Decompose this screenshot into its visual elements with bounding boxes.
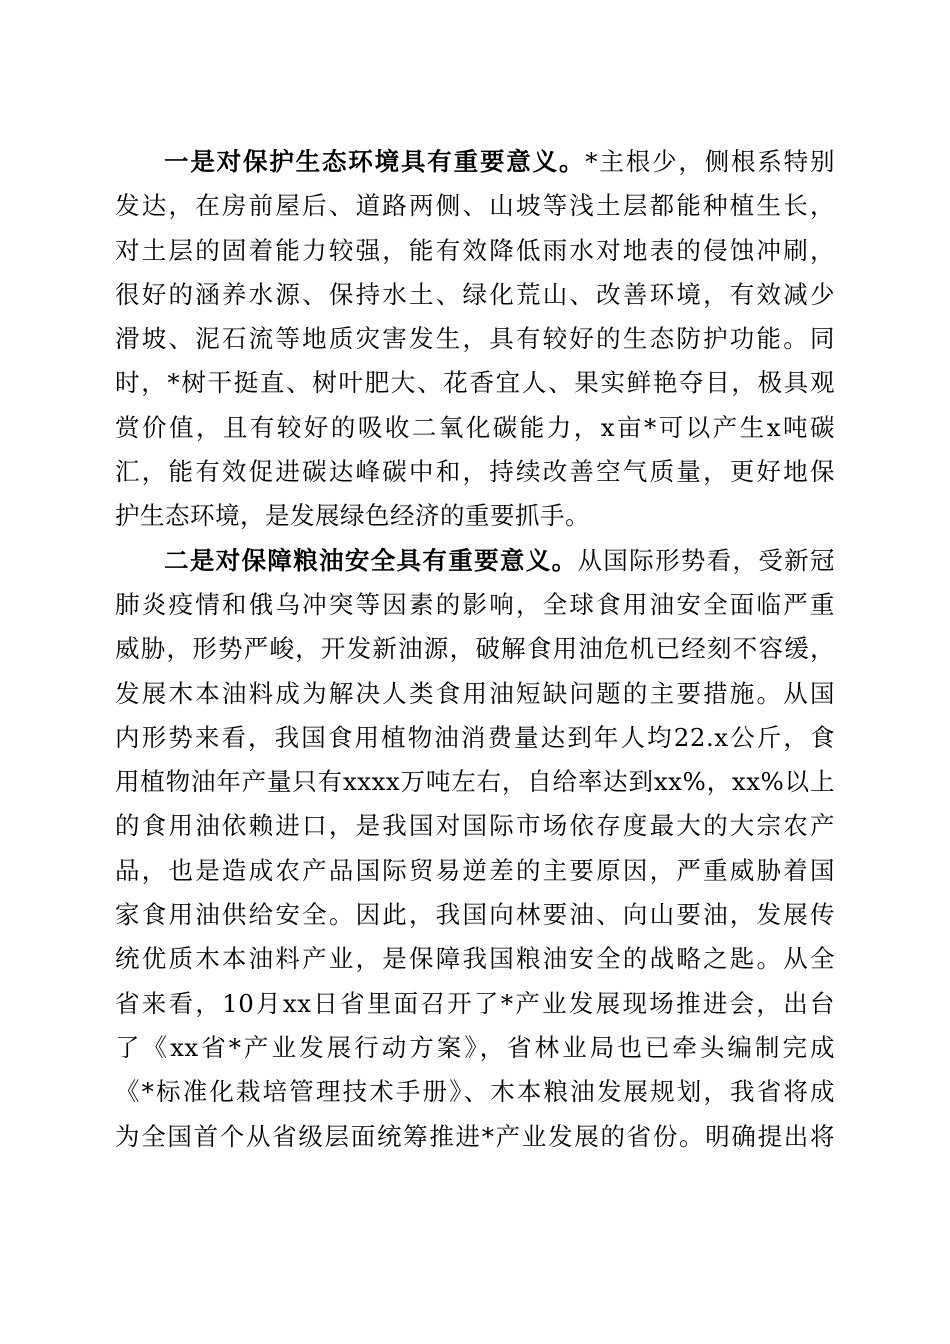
- text-line: 发展木本油料成为解决人类食用油短缺问题的主要措施。从国: [115, 678, 835, 708]
- text-line: 时，*树干挺直、树叶肥大、花香宜人、果实鲜艳夺目，极具观: [115, 368, 835, 398]
- paragraph-lead: 二是对保障粮油安全具有重要意义。: [164, 545, 578, 575]
- text-line: 汇，能有效促进碳达峰碳中和，持续改善空气质量，更好地保: [115, 457, 835, 487]
- text-line: 品，也是造成农产品国际贸易逆差的主要原因，严重威胁着国: [115, 855, 835, 885]
- text-line: 为全国首个从省级层面统筹推进*产业发展的省份。明确提出将: [115, 1121, 835, 1151]
- text-line: 发达，在房前屋后、道路两侧、山坡等浅土层都能种植生长，: [115, 191, 835, 221]
- text-line: 护生态环境，是发展绿色经济的重要抓手。: [115, 501, 590, 531]
- text-line: 肺炎疫情和俄乌冲突等因素的影响，全球食用油安全面临严重: [115, 589, 835, 619]
- text-line: 用植物油年产量只有xxxx万吨左右，自给率达到xx%，xx%以上: [115, 767, 835, 797]
- text-line: 家食用油供给安全。因此，我国向林要油、向山要油，发展传: [115, 900, 835, 930]
- text-line: 内形势来看，我国食用植物油消费量达到年人均22.x公斤，食: [115, 722, 835, 752]
- line-text: 从国际形势看，受新冠: [577, 545, 836, 575]
- paragraph-lead: 一是对保护生态环境具有重要意义。: [164, 147, 586, 176]
- paragraph-ecology: [115, 140, 835, 539]
- text-line: 滑坡、泥石流等地质灾害发生，具有较好的生态防护功能。同: [115, 324, 835, 354]
- text-line: 统优质木本油料产业，是保障我国粮油安全的战略之匙。从全: [115, 944, 835, 974]
- text-line: [115, 140, 835, 184]
- text-line: 省来看，10月xx日省里面召开了*产业发展现场推进会，出台: [115, 988, 835, 1018]
- document-body: [115, 140, 835, 1159]
- text-line: 的食用油依赖进口，是我国对国际市场依存度最大的大宗农产: [115, 811, 835, 841]
- text-line: 威胁，形势严峻，开发新油源，破解食用油危机已经刻不容缓，: [115, 634, 835, 664]
- text-line: 《*标准化栽培管理技术手册》、木本粮油发展规划，我省将成: [115, 1077, 835, 1107]
- text-line: [115, 539, 835, 583]
- text-line: 赏价值，且有较好的吸收二氧化碳能力，x亩*可以产生x吨碳: [115, 412, 835, 442]
- text-line: 了《xx省*产业发展行动方案》，省林业局也已牵头编制完成: [115, 1032, 835, 1062]
- text-line: 对土层的固着能力较强，能有效降低雨水对地表的侵蚀冲刷，: [115, 235, 835, 265]
- line-text: *主根少，侧根系特别: [585, 147, 836, 176]
- text-line: 很好的涵养水源、保持水土、绿化荒山、改善环境，有效减少: [115, 279, 835, 309]
- paragraph-grain-oil: [115, 539, 835, 1159]
